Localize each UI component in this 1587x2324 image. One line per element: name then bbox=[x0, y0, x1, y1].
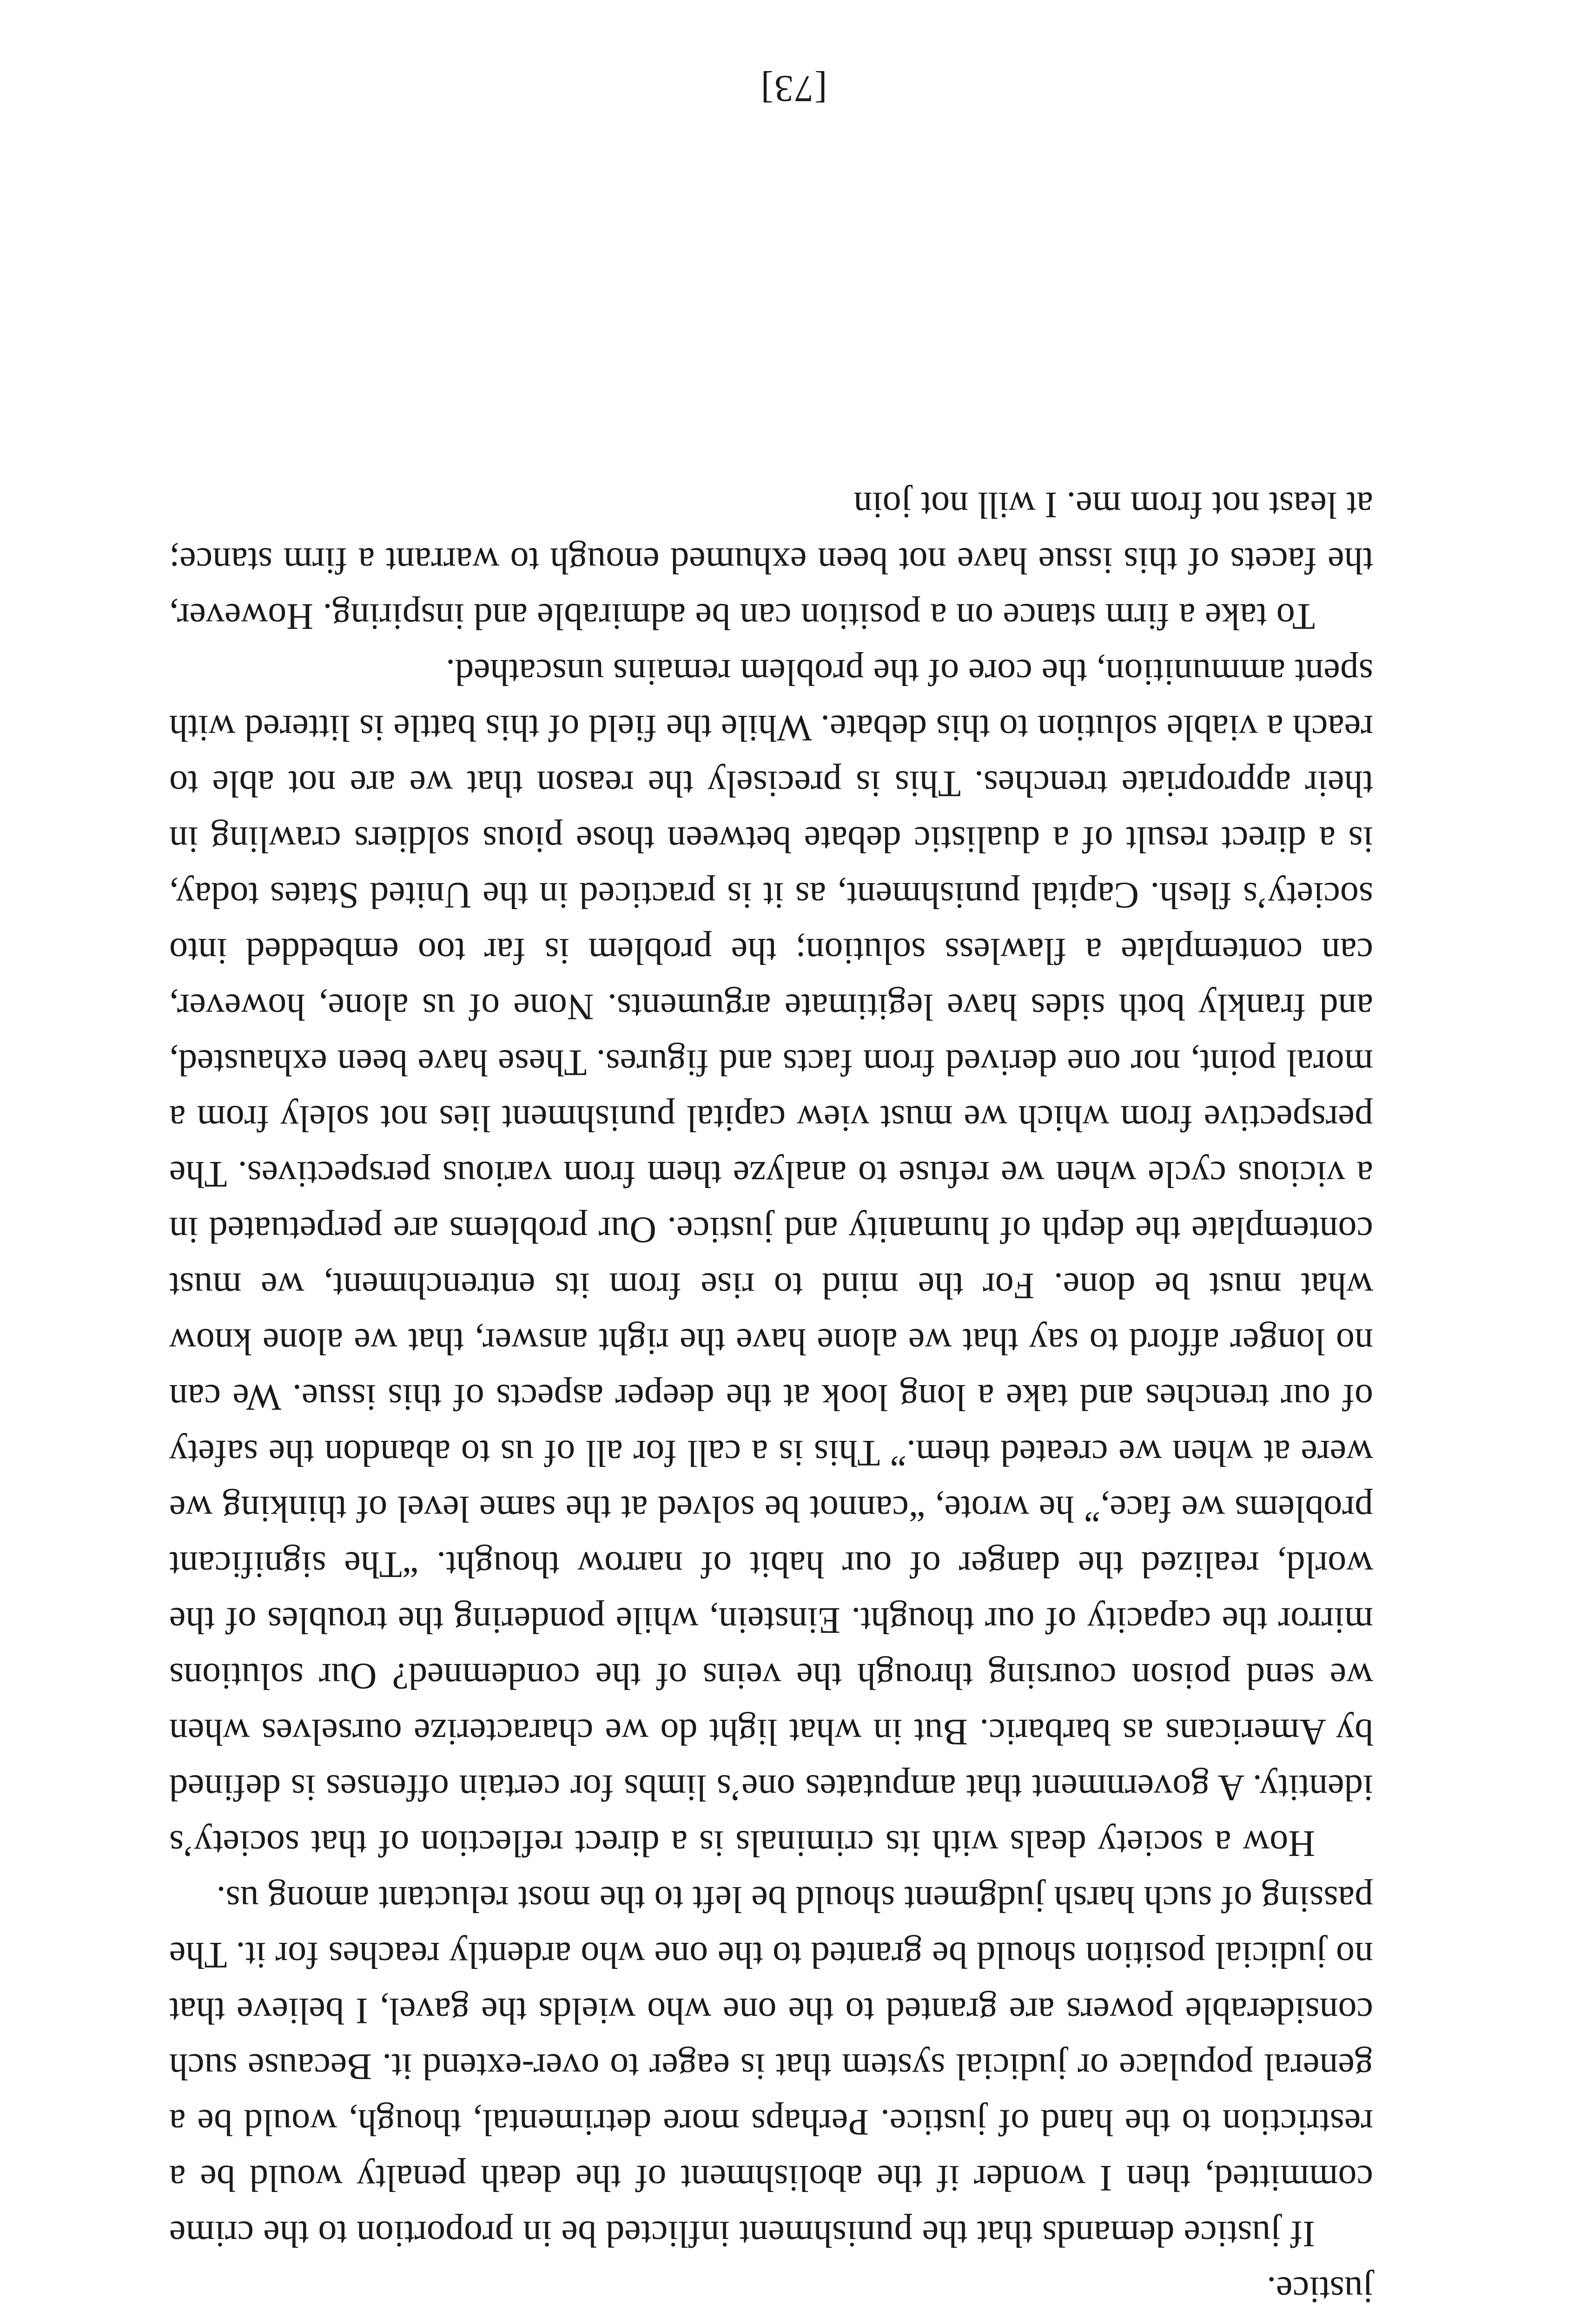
page-number: [73] bbox=[760, 68, 827, 110]
paragraph-continued: justice. bbox=[1267, 2269, 1373, 2310]
paragraph-justice-proportion: If justice demands that the punishment inflicted be in proportion to the crime committed, then I wonder if the abolishment of the death penalty would be a restriction to the hand of justice. Perhaps more detrimental, though, would be a general populace or judicial system that is eager to over-extend it. Because such considerable powers are granted to the one who wields the gavel, I believe that no judicial position should be granted to the one who ardently reaches for it. The passing of such harsh judgment should be left to the most reluctant among us. bbox=[169, 1879, 1373, 2254]
paragraph-society-criminals: How a society deals with its criminals is a direct reflection of that society’s identity. A government that amputates one’s limbs for certain offenses is defined by Americans as barbaric. But in what light do we characterize ourselves when we send poison coursing through the veins of the condemned? Our solutions mirror the capacity of our thought. Einstein, while pondering the troubles of the world, realized the danger of our habit of narrow thought. “The significant problems we face,” he wrote, “cannot be solved at the same level of thinking we were at when we created them.” This is a call for all of us to abandon the safety of our trenches and take a long look at the deeper aspects of this issue. We can no longer afford to say that we alone have the right answer, that we alone know what must be done. For the mind to rise from its entrenchment, we must contemplate the depth of humanity and justice. Our problems are perpetuated in a vicious cycle when we refuse to analyze them from various perspectives. The perspective from which we must view capital punishment lies not solely from a moral point, nor one derived from facts and figures. These have been exhausted, and frankly both sides have legitimate arguments. None of us alone, however, can contemplate a flawless solution; the problem is far too embedded into society’s flesh. Capital punishment, as it is practiced in the United States today, is a direct result of a dualistic debate between those pious soldiers crawling in their appropriate trenches. This is precisely the reason that we are not able to reach a viable solution to this debate. While the field of this battle is littered with spent ammunition, the core of the problem remains unscathed. bbox=[169, 652, 1373, 1864]
body-text bbox=[169, 477, 1373, 2324]
paragraph-firm-stance: To take a firm stance on a position can be admirable and inspiring. However, the facets of this issue have not been exhumed enough to warrant a firm stance; at least not from me. I will not join bbox=[169, 484, 1373, 637]
